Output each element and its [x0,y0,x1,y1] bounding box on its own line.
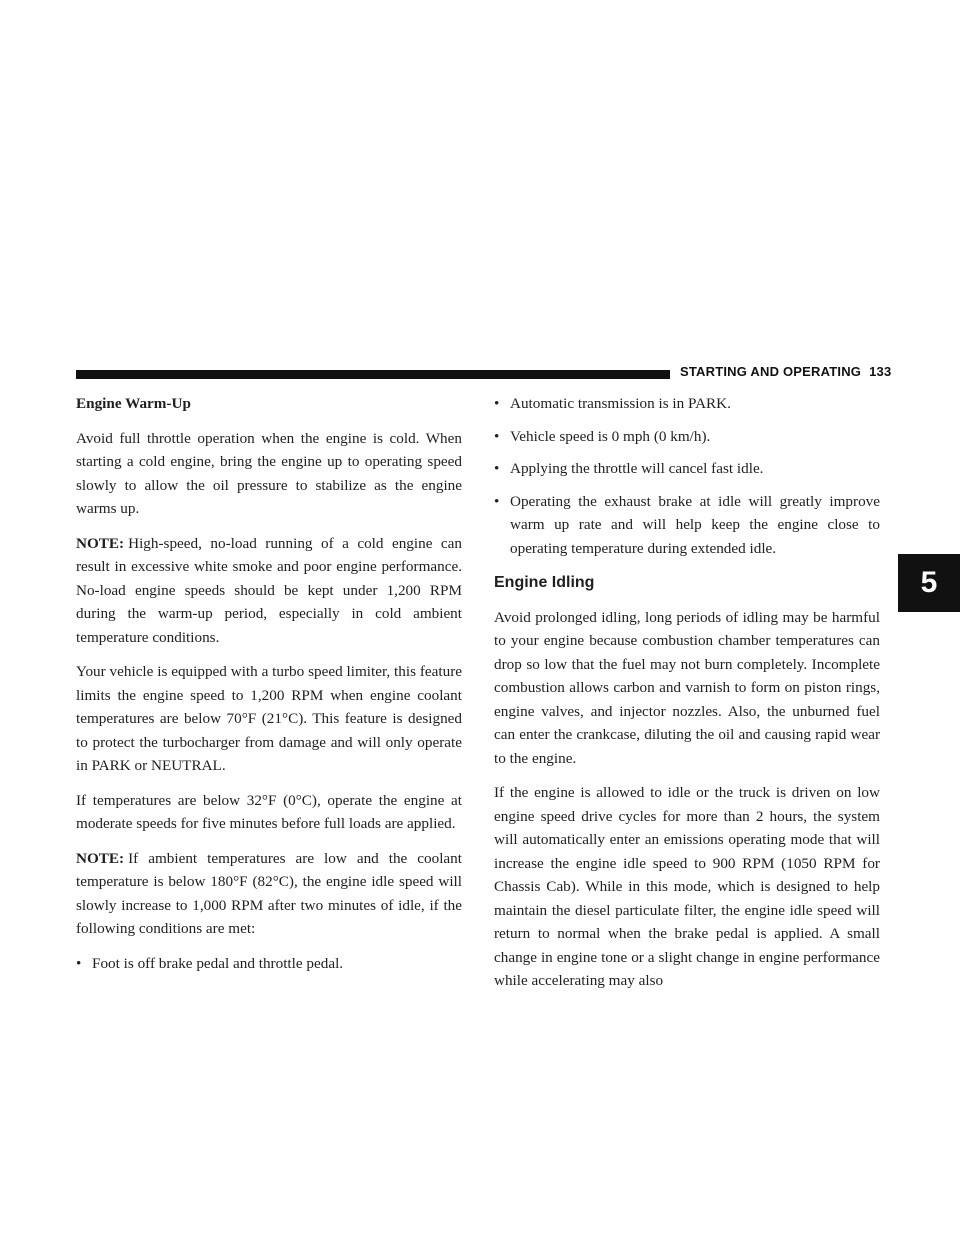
list-item [494,425,880,449]
paragraph: Avoid full throttle operation when the engine is cold. When starting a cold engine, bring the engine up to operating speed slowly to allow the oil pressure to stabilize as the engine warms up. [76,429,462,517]
paragraph: Your vehicle is equipped with a turbo speed limiter, this feature limits the engine speed to 1,200 RPM when engine coolant temperatures are below 70°F (21°C). This feature is designed to protect the turbocharger from damage and will only operate in PARK or NEUTRAL. [76,663,462,774]
note-label: NOTE: [76,849,125,867]
note-label: NOTE: [76,534,125,552]
paragraph: If the engine is allowed to idle or the truck is driven on low engine speed drive cycles for more than 2 hours, the system will automatically enter an emissions operating mode that will increase the engine idle speed to 900 RPM (1050 RPM for Chassis Cab). While in this mode, which is designed to help maintain the diesel particulate filter, the engine idle speed will return to normal when the brake pedal is applied. A small change in engine tone or a slight change in engine performance while accelerating may also [494,784,880,989]
heading-engine-idling: Engine Idling [494,574,595,591]
running-header [680,364,892,379]
header-rule [76,370,670,379]
list-item [494,490,880,561]
chapter-tab: 5 [898,554,960,612]
note [76,532,462,650]
bullet: • [494,460,500,477]
list-item [494,392,880,416]
heading-engine-warm-up: Engine Warm-Up [76,395,191,412]
list-item-text: Foot is off brake pedal and throttle pedal. [92,954,344,972]
bullet-list [494,392,880,560]
list-item-text: Applying the throttle will cancel fast idle. [510,460,764,477]
left-column [76,392,462,986]
list-item-text: Operating the exhaust brake at idle will greatly improve warm up rate and will help keep the engine close to operating temperature during extended idle. [510,492,880,557]
right-column [494,392,880,1004]
bullet: • [76,954,82,972]
bullet: • [494,427,500,445]
bullet: • [494,492,500,510]
list-item-text: Vehicle speed is 0 mph (0 km/h). [510,427,711,445]
list-item [76,952,462,976]
bullet-list [76,952,462,976]
list-item [494,457,880,481]
page-number: 133 [869,364,892,379]
bullet: • [494,395,500,412]
paragraph: If temperatures are below 32°F (0°C), operate the engine at moderate speeds for five minutes before full loads are applied. [76,791,462,832]
note-text: If ambient temperatures are low and the coolant temperature is below 180°F (82°C), the engine idle speed will slowly increase to 1,000 RPM after two minutes of idle, if the following conditions are met: [76,849,462,937]
note-text: High-speed, no-load running of a cold engine can result in excessive white smoke and poor engine performance. No-load engine speeds should be kept under 1,200 RPM during the warm-up period, especially in cold ambient temperature conditions. [76,534,462,646]
list-item-text: Automatic transmission is in PARK. [510,395,731,412]
paragraph: Avoid prolonged idling, long periods of idling may be harmful to your engine because combustion chamber temperatures can drop so low that the fuel may not burn completely. Incomplete combustion allows carbon and varnish to form on piston rings, engine valves, and injector nozzles. Also, the unburned fuel can enter the crankcase, diluting the oil and causing rapid wear to the engine. [494,608,880,767]
section-title: STARTING AND OPERATING [680,364,862,379]
note [76,847,462,941]
